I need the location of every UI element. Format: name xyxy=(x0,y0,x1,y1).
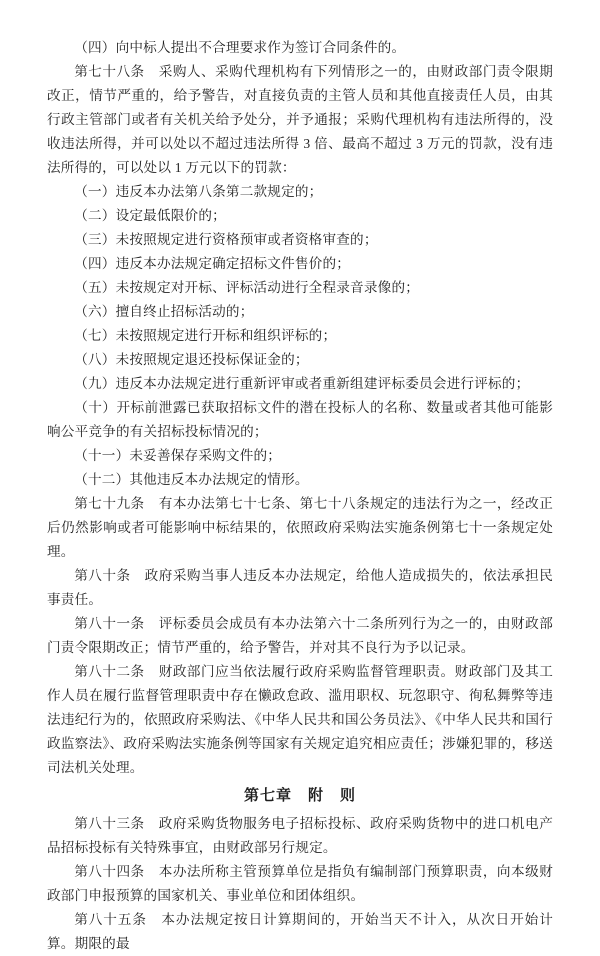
paragraph: 第七十八条 采购人、采购代理机构有下列情形之一的，由财政部门责令限期改正，情节严重的，给予警告，对直接负责的主管人员和其他直接责任人员，由其行政主管部门或者有关机关给予处分，并予通报；采购代理机构有违法所得的，没收违法所得，并可以处以不超过违法所得 3 倍、最高不超过 3 万元的罚款，没有违法所得的，可以处以 1 万元以下的罚款： xyxy=(47,64,553,175)
paragraph: （十）开标前泄露已获取招标文件的潜在投标人的名称、数量或者其他可能影响公平竞争的有关招标投标情况的； xyxy=(47,400,553,439)
paragraph: （四）违反本办法规定确定招标文件售价的； xyxy=(74,256,351,271)
paragraph: （一）违反本办法第八条第二款规定的； xyxy=(74,184,323,199)
document-body xyxy=(47,36,553,956)
paragraph: （九）违反本办法规定进行重新评审或者重新组建评标委员会进行评标的； xyxy=(74,376,530,391)
paragraph: 第七十九条 有本办法第七十七条、第七十八条规定的违法行为之一，经改正后仍然影响或者可能影响中标结果的，依照政府采购法实施条例第七十一条规定处理。 xyxy=(47,496,553,559)
paragraph: 第八十四条 本办法所称主管预算单位是指负有编制部门预算职责，向本级财政部门申报预算的国家机关、事业单位和团体组织。 xyxy=(47,864,553,903)
paragraph: （六）擅自终止招标活动的； xyxy=(74,304,254,319)
paragraph: 第八十条 政府采购当事人违反本办法规定，给他人造成损失的，依法承担民事责任。 xyxy=(47,568,553,607)
paragraph: （五）未按规定对开标、评标活动进行全程录音录像的； xyxy=(74,280,420,295)
paragraph: （三）未按照规定进行资格预审或者资格审查的； xyxy=(74,232,378,247)
paragraph: （四）向中标人提出不合理要求作为签订合同条件的。 xyxy=(74,40,406,55)
paragraph: （十二）其他违反本办法规定的情形。 xyxy=(74,472,309,487)
paragraph: （八）未按照规定退还投标保证金的； xyxy=(74,352,309,367)
paragraph: （二）设定最低限价的； xyxy=(74,208,226,223)
paragraph: （七）未按照规定进行开标和组织评标的； xyxy=(74,328,337,343)
chapter-heading: 第七章 附 则 xyxy=(243,788,356,804)
paragraph: （十一）未妥善保存采购文件的； xyxy=(74,448,282,463)
paragraph: 第八十三条 政府采购货物服务电子招标投标、政府采购货物中的进口机电产品招标投标有关特殊事宜，由财政部另行规定。 xyxy=(47,816,553,855)
paragraph: 第八十五条 本办法规定按日计算期间的，开始当天不计入，从次日开始计算。期限的最 xyxy=(47,912,553,951)
paragraph: 第八十一条 评标委员会成员有本办法第六十二条所列行为之一的，由财政部门责令限期改正；情节严重的，给予警告，并对其不良行为予以记录。 xyxy=(47,616,553,655)
paragraph: 第八十二条 财政部门应当依法履行政府采购监督管理职责。财政部门及其工作人员在履行监督管理职责中存在懒政怠政、滥用职权、玩忽职守、徇私舞弊等违法违纪行为的，依照政府采购法、《中华人民共和国公务员法》、《中华人民共和国行政监察法》、政府采购法实施条例等国家有关规定追究相应责任；涉嫌犯罪的，移送司法机关处理。 xyxy=(47,664,553,775)
